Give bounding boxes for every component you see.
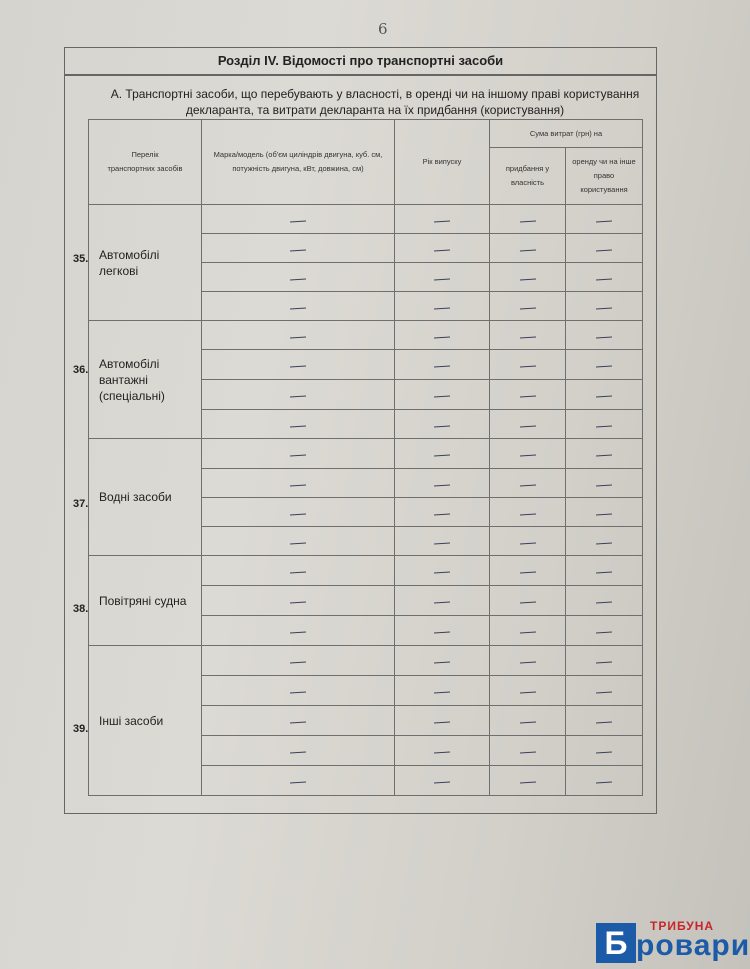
handwritten-dash [290,278,306,280]
dash-cell [202,321,395,350]
dash-cell [395,321,490,350]
dash-cell [566,234,643,263]
handwritten-dash [519,365,535,367]
handwritten-dash [434,249,450,251]
dash-cell [490,234,566,263]
handwritten-dash [434,365,450,367]
dash-cell [566,736,643,766]
handwritten-dash [434,425,450,427]
section-title: Розділ IV. Відомості про транспортні засоби [65,48,656,75]
dash-cell [395,469,490,498]
col-expenses-header: Сума витрат (грн) на [490,120,643,148]
dash-cell [566,410,643,439]
dash-cell [202,292,395,321]
vehicle-group-label: Автомобілі вантажні (спеціальні) [89,321,202,439]
dash-cell [566,706,643,736]
handwritten-dash [290,336,306,338]
handwritten-dash [596,454,612,456]
handwritten-dash [290,220,306,222]
handwritten-dash [519,278,535,280]
handwritten-dash [519,601,535,603]
handwritten-dash [290,513,306,515]
part-a-heading: А. Транспортні засоби, що перебувають у власності, в оренді чи на іншому праві користування декларанта, та витрати декларанта на їх придбання (користування) [110,87,640,117]
section-frame [64,47,657,814]
handwritten-dash [519,220,535,222]
dash-cell [202,736,395,766]
handwritten-dash [434,307,450,309]
dash-cell [395,498,490,527]
dash-cell [490,439,566,469]
vehicle-group-label: Автомобілі легкові [89,205,202,321]
group-number: 35. [73,253,89,265]
dash-cell [395,205,490,234]
handwritten-dash [519,542,535,544]
handwritten-dash [290,249,306,251]
dash-cell [395,527,490,556]
handwritten-dash [596,336,612,338]
handwritten-dash [596,484,612,486]
vehicles-table-body [89,205,643,796]
dash-cell [566,469,643,498]
col-rent-header: оренду чи на інше право користування [566,148,643,205]
handwritten-dash [519,631,535,633]
handwritten-dash [290,454,306,456]
handwritten-dash [434,542,450,544]
page-number: 6 [378,20,388,38]
handwritten-dash [596,661,612,663]
table-row [89,321,643,350]
dash-cell [566,676,643,706]
dash-cell [202,616,395,646]
dash-cell [395,676,490,706]
handwritten-dash [519,395,535,397]
dash-cell [395,292,490,321]
col-model-header: Марка/модель (об'єм циліндрів двигуна, куб. см, потужність двигуна, кВт, довжина, см) [202,120,395,205]
handwritten-dash [596,781,612,783]
handwritten-dash [519,454,535,456]
handwritten-dash [290,781,306,783]
handwritten-dash [596,249,612,251]
dash-cell [490,676,566,706]
dash-cell [202,676,395,706]
handwritten-dash [434,751,450,753]
handwritten-dash [434,278,450,280]
dash-cell [490,380,566,410]
dash-cell [395,350,490,380]
dash-cell [490,498,566,527]
dash-cell [490,205,566,234]
dash-cell [202,439,395,469]
dash-cell [202,556,395,586]
handwritten-dash [596,278,612,280]
logo-top-text: ТРИБУНА [650,919,715,933]
dash-cell [490,556,566,586]
dash-cell [490,616,566,646]
handwritten-dash [290,571,306,573]
handwritten-dash [596,542,612,544]
dash-cell [202,646,395,676]
dash-cell [202,410,395,439]
dash-cell [395,586,490,616]
col-list-header: Перелік транспортних засобів [89,120,202,205]
dash-cell [202,527,395,556]
dash-cell [490,292,566,321]
dash-cell [395,556,490,586]
handwritten-dash [519,513,535,515]
table-row [89,439,643,469]
handwritten-dash [519,751,535,753]
logo-letter: Б [596,923,636,963]
dash-cell [490,586,566,616]
divider [65,75,656,76]
dash-cell [395,736,490,766]
handwritten-dash [290,425,306,427]
handwritten-dash [519,781,535,783]
group-number: 39. [73,723,89,735]
handwritten-dash [434,484,450,486]
handwritten-dash [290,542,306,544]
dash-cell [490,321,566,350]
vehicles-table [88,119,643,796]
handwritten-dash [519,484,535,486]
handwritten-dash [290,721,306,723]
handwritten-dash [519,721,535,723]
handwritten-dash [519,691,535,693]
group-number: 38. [73,603,89,615]
handwritten-dash [519,249,535,251]
handwritten-dash [290,631,306,633]
dash-cell [490,766,566,796]
handwritten-dash [519,336,535,338]
dash-cell [490,263,566,292]
dash-cell [395,706,490,736]
dash-cell [202,766,395,796]
dash-cell [490,350,566,380]
table-row [89,646,643,676]
handwritten-dash [596,513,612,515]
handwritten-dash [290,484,306,486]
handwritten-dash [519,425,535,427]
dash-cell [490,646,566,676]
vehicle-group-label: Повітряні судна [89,556,202,646]
handwritten-dash [596,307,612,309]
handwritten-dash [596,691,612,693]
dash-cell [566,321,643,350]
handwritten-dash [290,661,306,663]
handwritten-dash [596,631,612,633]
handwritten-dash [434,395,450,397]
dash-cell [566,205,643,234]
dash-cell [566,380,643,410]
handwritten-dash [596,571,612,573]
dash-cell [566,766,643,796]
dash-cell [202,205,395,234]
vehicle-group-label: Інші засоби [89,646,202,796]
dash-cell [490,736,566,766]
dash-cell [202,234,395,263]
handwritten-dash [434,691,450,693]
handwritten-dash [434,336,450,338]
dash-cell [490,706,566,736]
dash-cell [566,556,643,586]
col-ownership-header: придбання у власність [490,148,566,205]
dash-cell [566,292,643,321]
table-row [89,205,643,234]
dash-cell [490,527,566,556]
handwritten-dash [596,395,612,397]
dash-cell [395,263,490,292]
dash-cell [202,469,395,498]
dash-cell [202,706,395,736]
handwritten-dash [434,631,450,633]
handwritten-dash [290,751,306,753]
dash-cell [202,586,395,616]
handwritten-dash [290,395,306,397]
handwritten-dash [596,751,612,753]
handwritten-dash [434,513,450,515]
handwritten-dash [434,220,450,222]
dash-cell [566,586,643,616]
dash-cell [490,410,566,439]
handwritten-dash [596,721,612,723]
dash-cell [202,498,395,527]
handwritten-dash [434,571,450,573]
handwritten-dash [434,454,450,456]
handwritten-dash [596,365,612,367]
dash-cell [395,766,490,796]
handwritten-dash [519,571,535,573]
handwritten-dash [434,661,450,663]
handwritten-dash [596,601,612,603]
dash-cell [202,350,395,380]
handwritten-dash [290,307,306,309]
handwritten-dash [290,691,306,693]
dash-cell [202,263,395,292]
dash-cell [395,616,490,646]
dash-cell [566,527,643,556]
handwritten-dash [290,365,306,367]
dash-cell [395,439,490,469]
dash-cell [566,350,643,380]
handwritten-dash [596,220,612,222]
group-number: 36. [73,364,89,376]
handwritten-dash [434,601,450,603]
dash-cell [395,234,490,263]
dash-cell [566,646,643,676]
dash-cell [395,646,490,676]
dash-cell [490,469,566,498]
vehicle-group-label: Водні засоби [89,439,202,556]
handwritten-dash [434,781,450,783]
handwritten-dash [519,661,535,663]
dash-cell [202,380,395,410]
dash-cell [395,410,490,439]
handwritten-dash [290,601,306,603]
dash-cell [566,616,643,646]
dash-cell [566,439,643,469]
table-row [89,556,643,586]
logo-main-text: ровари [636,929,750,962]
handwritten-dash [519,307,535,309]
col-year-header: Рік випуску [395,120,490,205]
tribuna-brovary-logo [596,919,750,965]
handwritten-dash [434,721,450,723]
dash-cell [566,263,643,292]
handwritten-dash [596,425,612,427]
group-number: 37. [73,498,89,510]
dash-cell [395,380,490,410]
dash-cell [566,498,643,527]
